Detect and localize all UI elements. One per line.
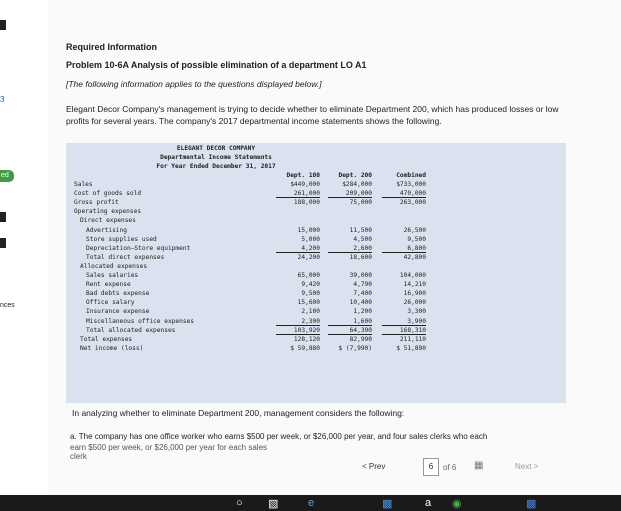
status-badge: ed: [0, 170, 14, 182]
statement-row-label: Total expenses: [80, 335, 133, 343]
statement-value: 104,000: [399, 272, 426, 279]
search-icon[interactable]: ○: [236, 497, 243, 509]
statement-value: 3,900: [382, 318, 426, 326]
task-view-icon[interactable]: ▧: [268, 498, 279, 510]
bullet-a: a. The company has one office worker who earns $500 per week, or $26,000 per year, and four sales clerks who each: [70, 432, 488, 441]
statement-value: 2,600: [328, 245, 372, 253]
grid-icon[interactable]: ▦: [474, 460, 484, 471]
statement-value: 15,600: [297, 299, 320, 307]
statement-row-label: Gross profit: [74, 199, 119, 207]
statement-value: 211,110: [399, 335, 426, 343]
instructions: [The following information applies to the questions displayed below.]: [66, 79, 322, 89]
statement-row-label: Sales salaries: [86, 272, 139, 279]
statement-value: 261,000: [276, 190, 320, 198]
statement-value: $ (7,990): [338, 344, 372, 352]
prev-button[interactable]: < Prev: [362, 462, 386, 471]
bullet-a-cut: earn $500 per week, or $26,000 per year for each sales clerk: [70, 443, 268, 461]
statement-row-label: Sales: [74, 181, 93, 188]
statement-value: 9,500: [301, 290, 320, 298]
next-button[interactable]: Next >: [515, 462, 539, 471]
statement-value: 39,000: [349, 272, 372, 279]
edge-icon[interactable]: e: [308, 497, 315, 509]
statement-value: 1,200: [353, 308, 372, 316]
statement-value: 5,000: [301, 235, 320, 243]
left-strip: [0, 0, 48, 495]
statement-value: 15,000: [297, 226, 320, 234]
store-icon[interactable]: ▩: [382, 498, 393, 510]
prev-label: Prev: [368, 462, 386, 471]
statement-row-label: Total direct expenses: [86, 253, 165, 261]
intro-paragraph: Elegant Decor Company's management is trying to decide whether to eliminate Department 200, which has produced losses or low profits for several years. The company's 2017 departmental income statements shows the following.: [66, 104, 559, 126]
statement-value: $ 59,880: [290, 344, 320, 352]
col-dept200: Dept. 200: [338, 172, 372, 179]
statement-value: 9,420: [301, 281, 320, 289]
income-statement: [66, 143, 566, 403]
statement-row-label: Depreciation—Store equipment: [86, 244, 191, 252]
statement-row-label: Allocated expenses: [80, 262, 148, 270]
side-marker: [0, 238, 6, 248]
statement-value: 209,000: [328, 190, 372, 198]
statement-value: 26,500: [403, 226, 426, 234]
statement-value: 6,800: [382, 245, 426, 253]
col-combined: Combined: [396, 172, 426, 179]
statement-value: 82,990: [349, 335, 372, 343]
company-name: ELEGANT DECOR COMPANY: [176, 145, 256, 152]
statement-value: $ 51,890: [396, 344, 426, 352]
statement-row-label: Miscellaneous office expenses: [86, 317, 195, 325]
statement-row-label: Office salary: [86, 299, 135, 307]
statement-period: For Year Ended December 31, 2017: [156, 163, 276, 170]
col-dept100: Dept. 100: [286, 172, 320, 179]
page-number[interactable]: 6: [423, 458, 439, 476]
statement-row-label: Bad debts expense: [86, 290, 150, 298]
statement-row-label: Rent expense: [86, 281, 131, 289]
statement-value: 26,000: [403, 299, 426, 307]
statement-value: 3,300: [407, 308, 426, 316]
statement-value: 10,400: [349, 299, 372, 307]
statement-row-label: Net income (loss): [80, 344, 144, 352]
statement-value: 4,500: [353, 235, 372, 243]
statement-value: 103,920: [276, 327, 320, 335]
statement-value: 9,500: [407, 235, 426, 243]
page-count: of 6: [443, 463, 457, 472]
required-heading: Required Information: [66, 42, 158, 52]
next-label: Next: [515, 462, 532, 471]
statement-value: 2,100: [301, 308, 320, 316]
amazon-icon[interactable]: a: [425, 497, 432, 509]
statement-row-label: Direct expenses: [80, 217, 136, 225]
side-marker: [0, 20, 6, 30]
statement-row-label: Operating expenses: [74, 208, 142, 216]
statement-value: 188,000: [293, 199, 320, 207]
statement-value: $733,000: [396, 181, 426, 188]
statement-row-label: Insurance expense: [86, 308, 150, 316]
statement-value: $284,000: [342, 181, 372, 188]
statement-value: 2,300: [276, 318, 320, 326]
statement-value: 14,210: [403, 281, 426, 289]
analysis-text: In analyzing whether to eliminate Department 200, management considers the following:: [72, 408, 405, 418]
app-icon[interactable]: ◉: [452, 498, 462, 510]
statement-value: 16,900: [403, 290, 426, 298]
statement-value: 128,120: [293, 335, 320, 343]
statement-value: 263,000: [399, 199, 426, 207]
problem-title: Problem 10-6A Analysis of possible elimination of a department LO A1: [66, 60, 367, 70]
statement-row-label: Total allocated expenses: [86, 326, 176, 334]
statement-value: 1,600: [328, 318, 372, 326]
statement-value: 7,400: [353, 290, 372, 298]
statement-value: 24,200: [297, 253, 320, 261]
statement-value: 42,800: [403, 253, 426, 261]
word-icon[interactable]: ▩: [526, 498, 537, 510]
statement-value: 4,790: [353, 281, 372, 289]
statement-value: 11,500: [349, 226, 372, 234]
statement-value: 75,000: [349, 199, 372, 207]
statement-value: $449,000: [290, 181, 320, 188]
statement-value: 168,310: [382, 327, 426, 335]
statement-value: 64,390: [328, 327, 372, 335]
statement-row-label: Store supplies used: [86, 235, 157, 243]
side-label: nces: [0, 302, 15, 309]
question-tab[interactable]: 3: [0, 95, 5, 104]
statement-value: 18,600: [349, 253, 372, 261]
statement-row-label: Advertising: [86, 226, 127, 234]
side-marker: [0, 212, 6, 222]
statement-title: Departmental Income Statements: [160, 154, 272, 161]
statement-row-label: Cost of goods sold: [74, 190, 142, 198]
statement-value: 65,000: [297, 272, 320, 279]
statement-value: 4,200: [276, 245, 320, 253]
statement-value: 470,000: [382, 190, 426, 198]
